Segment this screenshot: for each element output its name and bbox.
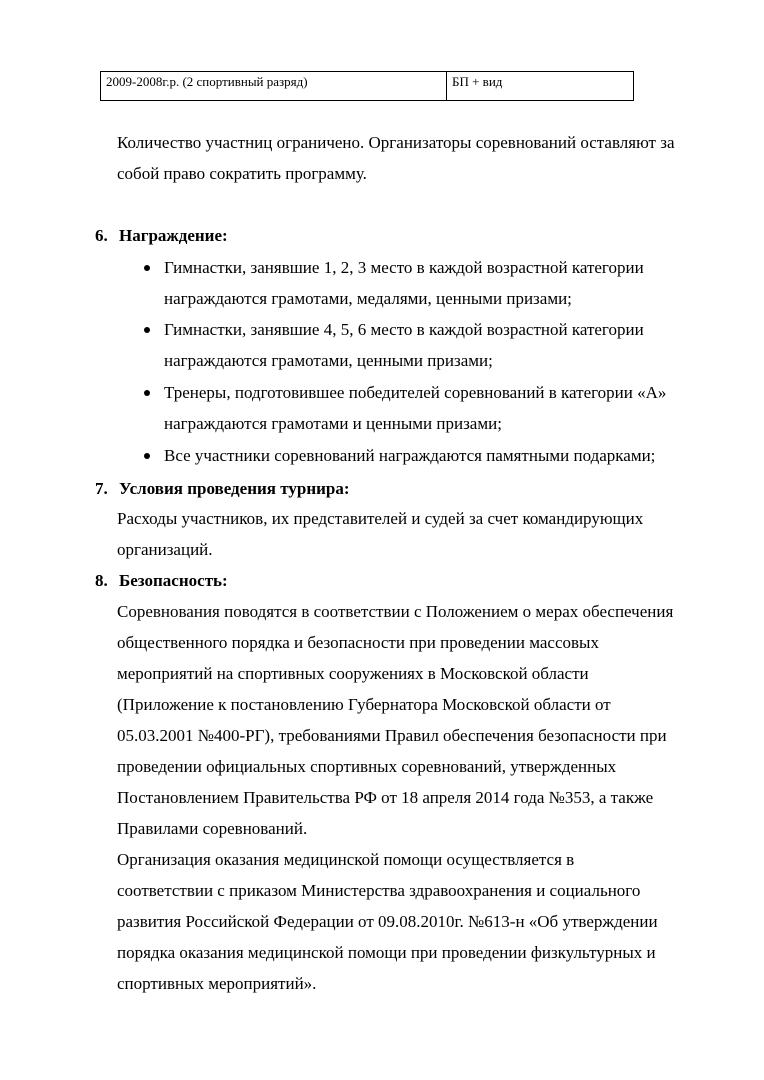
medical-line: Организация оказания медицинской помощи осуществляется в — [117, 850, 575, 869]
section-number: 8. — [95, 571, 108, 590]
medical-line: порядка оказания медицинской помощи при проведении физкультурных и — [117, 943, 656, 962]
section-title-awards: Награждение: — [119, 226, 228, 245]
safety-line: (Приложение к постановлению Губернатора Московской области от — [117, 695, 611, 714]
award-item-line: награждаются грамотами, медалями, ценными призами; — [164, 289, 572, 308]
section-number: 6. — [95, 226, 108, 245]
conditions-line: организаций. — [117, 540, 213, 559]
section-title-conditions: Условия проведения турнира: — [119, 479, 350, 498]
safety-line: общественного порядка и безопасности при проведении массовых — [117, 633, 599, 652]
medical-line: развития Российской Федерации от 09.08.2010г. №613-н «Об утверждении — [117, 912, 658, 931]
bullet-icon — [144, 453, 150, 459]
award-item-line: награждаются грамотами, ценными призами; — [164, 351, 493, 370]
bullet-icon — [144, 390, 150, 396]
bullet-icon — [144, 265, 150, 271]
medical-line: соответствии с приказом Министерства здравоохранения и социального — [117, 881, 641, 900]
section-title-safety: Безопасность: — [119, 571, 228, 590]
table-cell-category: 2009-2008г.р. (2 спортивный разряд) — [101, 72, 447, 100]
safety-line: проведении официальных спортивных соревнований, утвержденных — [117, 757, 617, 776]
section-number: 7. — [95, 479, 108, 498]
medical-line: спортивных мероприятий». — [117, 974, 317, 993]
safety-line: 05.03.2001 №400-РГ), требованиями Правил обеспечения безопасности при — [117, 726, 667, 745]
table-cell-program: БП + вид — [452, 74, 503, 89]
award-item-line: Гимнастки, занявшие 4, 5, 6 место в каждой возрастной категории — [164, 320, 644, 339]
award-item-line: Гимнастки, занявшие 1, 2, 3 место в каждой возрастной категории — [164, 258, 644, 277]
safety-line: мероприятий на спортивных сооружениях в Московской области — [117, 664, 589, 683]
safety-line: Правилами соревнований. — [117, 819, 308, 838]
safety-line: Постановлением Правительства РФ от 18 апреля 2014 года №353, а также — [117, 788, 654, 807]
category-table — [100, 71, 634, 101]
award-item-line: награждаются грамотами и ценными призами; — [164, 414, 502, 433]
award-item-line: Все участники соревнований награждаются памятными подарками; — [164, 446, 656, 465]
bullet-icon — [144, 327, 150, 333]
safety-line: Соревнования поводятся в соответствии с Положением о мерах обеспечения — [117, 602, 674, 621]
intro-line: Количество участниц ограничено. Организаторы соревнований оставляют за — [117, 133, 675, 152]
intro-line: собой право сократить программу. — [117, 164, 367, 183]
conditions-line: Расходы участников, их представителей и судей за счет командирующих — [117, 509, 644, 528]
award-item-line: Тренеры, подготовившее победителей соревнований в категории «А» — [164, 383, 667, 402]
